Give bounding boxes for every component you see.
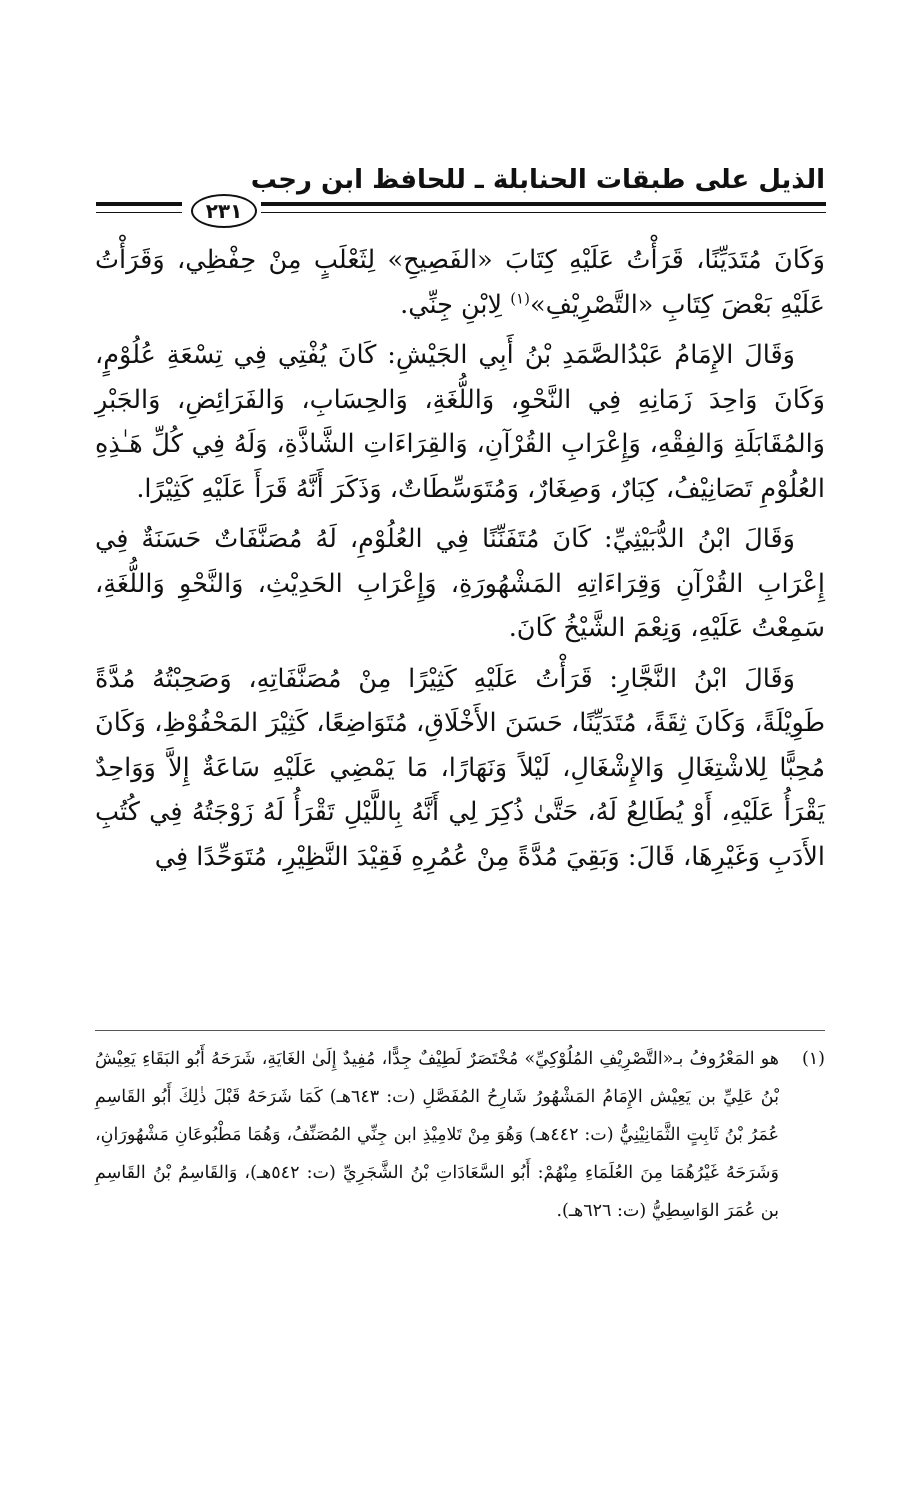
footnote-number: (١) bbox=[801, 1049, 825, 1069]
header-rule-left-thin bbox=[96, 212, 182, 213]
header-rule-right-thick bbox=[261, 202, 826, 206]
header-rule bbox=[96, 196, 826, 224]
paragraph bbox=[95, 238, 825, 327]
page-number: ٢٣١ bbox=[191, 194, 257, 228]
paragraph-text-continued: لِابْنِ جِنِّي. bbox=[400, 289, 511, 320]
footnote-text: هو المَعْرُوفُ بـ«التَّصْرِيْفِ المُلُوْكِيِّ» مُخْتَصَرٌ لَطِيْفٌ جِدًّا، مُفِيدٌ إِلَىٰ الغَايَةِ، شَرَحَهُ أَبُو البَقَاءِ يَعِيْشُ بْنُ عَلِيِّ بن يَعِيْش الإِمَامُ المَشْهُورُ شَارِحُ المُفَصَّلِ (ت: ٦٤٣هـ) كَمَا شَرَحَهُ قَبْلَ ذٰلِكَ أَبُو القَاسِمِ عُمَرُ بْنُ ثَابِتٍ الثَّمَانِيْنِيُّ (ت: ٤٤٢هـ) وَهُوَ مِنْ تَلامِيْذِ ابن جِنِّي المُصَنِّفُ، وَهُمَا مَطْبُوعَانِ مَشْهُورَانِ، وَشَرَحَهُ غَيْرُهُمَا مِنَ العُلَمَاءِ مِنْهُمْ: أَبُو السَّعَادَاتِ بْنُ الشَّجَرِيِّ (ت: ٥٤٢هـ)، وَالقَاسِمُ بْنُ القَاسِمِ بن عُمَرَ الوَاسِطِيُّ (ت: ٦٢٦هـ). bbox=[95, 1049, 780, 1221]
paragraph: وَقَالَ ابْنُ النَّجَّارِ: قَرَأْتُ عَلَيْهِ كَثِيْرًا مِنْ مُصَنَّفَاتِهِ، وَصَحِبْتُهُ مُدَّةً طَوِيْلَةً، وَكَانَ ثِقَةً، مُتَدَيِّنًا، حَسَنَ الأَخْلَاقِ، مُتَوَاضِعًا، كَثِيْرَ المَحْفُوْظِ، وَكَانَ مُحِبًّا لِلاشْتِغَالِ وَالإِشْغَالِ، لَيْلاً وَنَهَارًا، مَا يَمْضِي عَلَيْهِ سَاعَةٌ إِلاَّ وَوَاحِدٌ يَقْرَأُ عَلَيْهِ، أَوْ يُطَالِعُ لَهُ، حَتَّىٰ ذُكِرَ لِي أَنَّهُ بِاللَّيْلِ تَقْرَأُ لَهُ زَوْجَتُهُ فِي كُتُبِ الأَدَبِ وَغَيْرِهَا، قَالَ: وَبَقِيَ مُدَّةً مِنْ عُمُرِهِ فَقِيْدَ النَّظِيْرِ، مُتَوَحِّدًا فِي bbox=[95, 663, 825, 872]
footnotes bbox=[95, 1040, 825, 1230]
footnote-reference: (١) bbox=[510, 289, 530, 307]
footnote-separator bbox=[95, 1030, 825, 1031]
paragraph-text: وَكَانَ مُتَدَيِّنًا، قَرَأْتُ عَلَيْهِ كِتَابَ «الفَصِيحِ» لِثَعْلَبٍ مِنْ حِفْظِي، وَقَرَأْتُ عَلَيْهِ بَعْضَ كِتَابِ «التَّصْرِيْفِ» bbox=[95, 245, 826, 320]
footnote bbox=[95, 1040, 825, 1230]
paragraph: وَقَالَ ابْنُ الدُّبَيْثِيِّ: كَانَ مُتَفَنِّنًا فِي العُلُوْمِ، لَهُ مُصَنَّفَاتٌ حَسَنَةٌ فِي إِعْرَابِ القُرْآنِ وَقِرَاءَاتِهِ المَشْهُورَةِ، وَإِعْرَابِ الحَدِيْثِ، وَالنَّحْوِ وَاللُّغَةِ، سَمِعْتُ عَلَيْهِ، وَنِعْمَ الشَّيْخُ كَانَ. bbox=[95, 524, 825, 643]
header-rule-right-thin bbox=[261, 212, 826, 213]
main-text bbox=[95, 238, 825, 885]
paragraph: وَقَالَ الإِمَامُ عَبْدُالصَّمَدِ بْنُ أَبِي الجَيْشِ: كَانَ يُفْتِي فِي تِسْعَةِ عُلُوْمٍ، وَكَانَ وَاحِدَ زَمَانِهِ فِي النَّحْوِ، وَاللُّغَةِ، وَالحِسَابِ، وَالفَرَائِضِ، وَالجَبْرِ وَالمُقَابَلَةِ وَالفِقْهِ، وَإِعْرَابِ القُرْآنِ، وَالقِرَاءَاتِ الشَّاذَّةِ، وَلَهُ فِي كُلِّ هَـٰذِهِ العُلُوْمِ تَصَانِيْفُ، كِبَارٌ، وَصِغَارٌ، وَمُتَوَسِّطَاتٌ، وَذَكَرَ أَنَّهُ قَرَأَ عَلَيْهِ كَثِيْرًا. bbox=[95, 340, 825, 504]
running-header-title: الذيل على طبقات الحنابلة ـ للحافظ ابن رجب bbox=[250, 165, 825, 195]
header-rule-left-thick bbox=[96, 202, 182, 206]
